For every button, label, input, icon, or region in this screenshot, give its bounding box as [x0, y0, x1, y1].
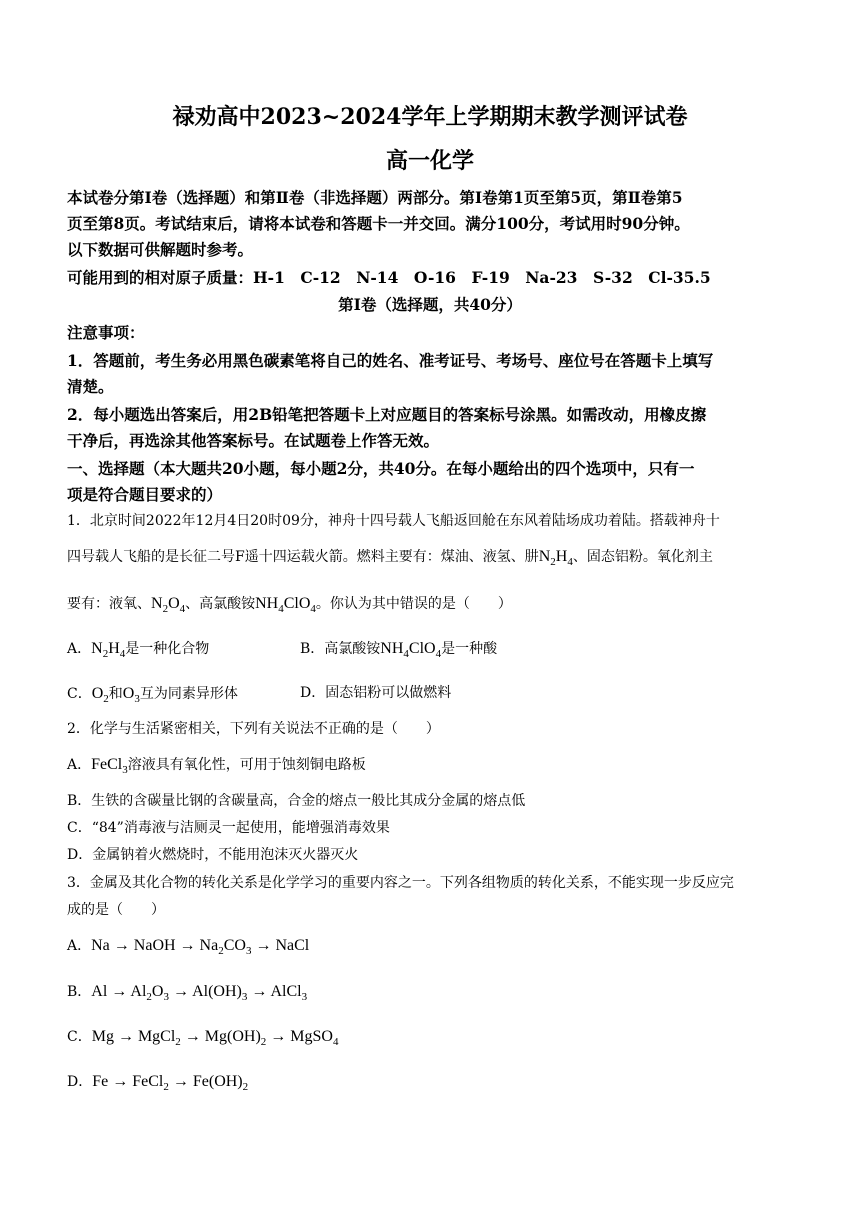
q2-option-d: D．金属钠着火燃烧时，不能用泡沫灭火器灭火 — [67, 847, 359, 863]
q2-option-a-label: A． — [67, 757, 92, 773]
q3-option-b-label: B． — [67, 984, 92, 1000]
page-title: 禄劝高中2023~2024学年上学期期末教学测评试卷 — [172, 104, 688, 130]
q3-option-d-label: D． — [67, 1074, 93, 1090]
q2-option-a — [67, 756, 366, 776]
intro-line-2: 页至第8页。考试结束后，请将本试卷和答题卡一并交回。满分100分，考试用时90分钟。 — [67, 214, 690, 233]
q1-option-b — [300, 640, 498, 660]
q3-option-c-label: C． — [67, 1029, 92, 1045]
formula-O2: $O_2$ — [91, 685, 109, 705]
q1-line-3 — [67, 595, 512, 615]
note-1-line-2: 清楚。 — [67, 377, 114, 396]
note-2-line-2: 干净后，再选涂其他答案标号。在试题卷上作答无效。 — [67, 431, 440, 450]
q1-line-2-text: 四号载人飞船的是长征二号F遥十四运载火箭。燃料主要有：煤油、液氢、肼 — [67, 549, 539, 565]
q3-option-a — [67, 937, 310, 957]
q1-line-3-mid: 、高氯酸铵 — [185, 596, 256, 612]
q2-stem: 2．化学与生活紧密相关，下列有关说法不正确的是（ ） — [67, 721, 440, 737]
q1-option-c-text: 互为同素异形体 — [139, 686, 238, 702]
q2-option-b: B．生铁的含碳量比钢的含碳量高，合金的熔点一般比其成分金属的熔点低 — [67, 793, 526, 809]
q1-option-c-and: 和 — [108, 686, 123, 702]
reaction-chain-b: $Al \to Al_2O_3 \to Al(OH)_3$ → AlCl$_3$ — [91, 983, 308, 1003]
intro-line-1: 本试卷分第Ⅰ卷（选择题）和第Ⅱ卷（非选择题）两部分。第Ⅰ卷第1页至第5页，第Ⅱ卷第5 — [67, 188, 683, 207]
reaction-chain-c: Mg → MgCl$_2$ → $Mg(OH)_2$ → MgSO$_4$ — [91, 1028, 339, 1048]
q1-option-a-text: 是一种化合物 — [125, 641, 210, 657]
note-1-line-1: 1．答题前，考生务必用黑色碳素笔将自己的姓名、准考证号、考场号、座位号在答题卡上填写 — [67, 351, 714, 370]
q1-option-d: D．固态铝粉可以做燃料 — [300, 685, 452, 701]
formula-NH4ClO4: $NH_4ClO_4$ — [380, 640, 442, 660]
reaction-chain-a: Na → NaOH → $Na_2CO_3$ → NaCl — [91, 937, 310, 957]
q1-option-c — [67, 685, 238, 705]
q1-line-3-rest: 。你认为其中错误的是（ ） — [315, 596, 512, 612]
formula-NH4ClO4: $NH_4ClO_4$ — [255, 595, 316, 615]
notes-header: 注意事项： — [67, 323, 145, 342]
subject-title: 高一化学 — [385, 148, 474, 174]
section1-line-2: 项是符合题目要求的） — [67, 485, 223, 504]
reaction-chain-d: Fe → FeCl$_2$ → $Fe(OH)_2$ — [92, 1073, 249, 1093]
note-2-line-1: 2．每小题选出答案后，用2B铅笔把答题卡上对应题目的答案标号涂黑。如需改动，用橡皮擦 — [67, 405, 707, 424]
q1-option-c-label: C． — [67, 686, 92, 702]
formula-O3: $O_3$ — [122, 685, 140, 705]
q2-option-a-text: 溶液具有氧化性，可用于蚀刻铜电路板 — [127, 757, 366, 773]
q3-line-1: 3．金属及其化合物的转化关系是化学学习的重要内容之一。下列各组物质的转化关系，不能实现一步反应完 — [67, 875, 734, 891]
formula-N2H4: $N_2H_4$ — [91, 640, 126, 660]
formula-FeCl3: FeCl$_3$ — [91, 756, 128, 776]
part1-title: 第Ⅰ卷（选择题，共40分） — [338, 295, 522, 314]
section1-line-1: 一、选择题（本大题共20小题，每小题2分，共40分。在每小题给出的四个选项中，只有一 — [67, 459, 695, 478]
q3-option-c — [67, 1028, 339, 1048]
q2-option-c: C．“84”消毒液与洁厕灵一起使用，能增强消毒效果 — [67, 820, 390, 836]
q3-option-b — [67, 983, 308, 1003]
q1-option-b-text: 是一种酸 — [441, 641, 498, 657]
atomic-masses: 可能用到的相对原子质量：H-1 C-12 N-14 O-16 F-19 Na-23 S-32 Cl-35.5 — [67, 268, 711, 287]
q3-option-a-label: A． — [67, 938, 92, 954]
q1-line-2-rest: 、固态铝粉。氧化剂主 — [572, 549, 713, 565]
formula-N2O4: $N_2O_4$ — [151, 595, 186, 615]
q1-option-a-label: A． — [67, 641, 92, 657]
q3-line-2: 成的是（ ） — [67, 902, 165, 918]
formula-N2H4: $N_2H_4$ — [538, 548, 573, 568]
q1-option-a — [67, 640, 210, 660]
q3-option-d — [67, 1073, 249, 1093]
q1-line-1: 1．北京时间2022年12月4日20时09分，神舟十四号载人飞船返回舱在东风着陆场成功着陆。搭载神舟十 — [67, 513, 720, 529]
q1-line-2 — [67, 548, 713, 568]
intro-line-3: 以下数据可供解题时参考。 — [67, 240, 254, 259]
q1-line-3-text: 要有：液氧、 — [67, 596, 151, 612]
q1-option-b-label: B．高氯酸铵 — [300, 641, 381, 657]
